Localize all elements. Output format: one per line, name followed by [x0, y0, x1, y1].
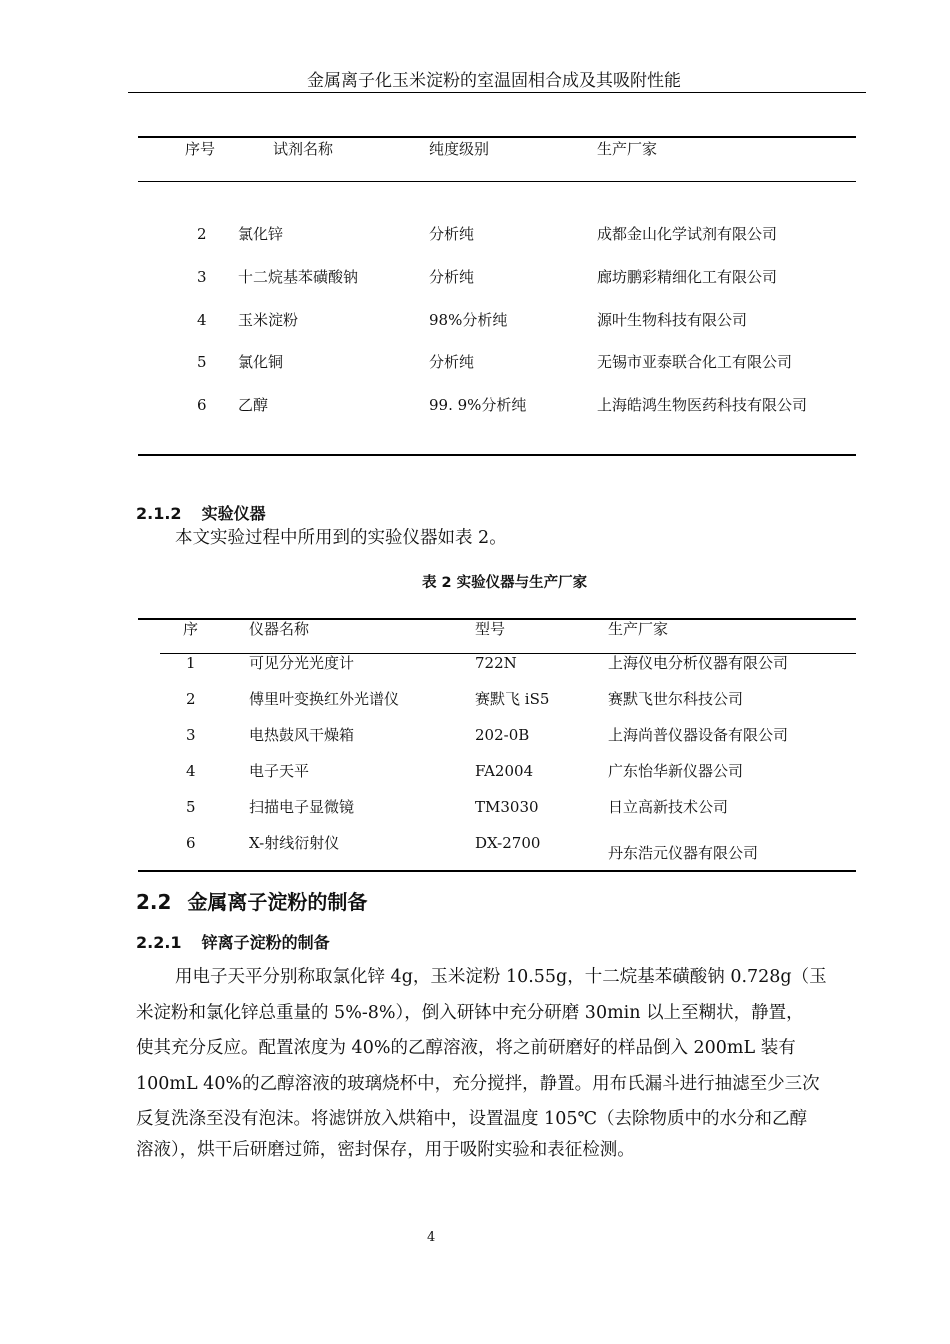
paragraph-line: 使其充分反应。配置浓度为 40%的乙醇溶液，将之前研磨好的样品倒入 200mL 装有	[136, 1038, 796, 1058]
section-title: 实验仪器	[201, 504, 266, 523]
table2-cell: 广东怡华新仪器公司	[608, 762, 744, 780]
table1-header-rule	[138, 181, 856, 182]
paragraph-line: 100mL 40%的乙醇溶液的玻璃烧杯中，充分搅拌，静置。用布氏漏斗进行抽滤至少三次	[136, 1074, 820, 1094]
section-number: 2.2	[136, 890, 172, 914]
table1-cell: 玉米淀粉	[238, 311, 299, 329]
table2-cell: 6	[186, 834, 196, 852]
subsection-heading	[136, 935, 330, 951]
table1-cell: 乙醇	[238, 396, 269, 414]
table1-cell: 分析纯	[429, 353, 475, 371]
section-title: 锌离子淀粉的制备	[201, 933, 330, 952]
table2-cell: 5	[186, 798, 196, 816]
table1-cell: 廊坊鹏彩精细化工有限公司	[597, 268, 778, 286]
section-heading	[136, 506, 266, 522]
table2-cell: 上海仪电分析仪器有限公司	[608, 654, 789, 672]
table1-header: 序号	[185, 140, 216, 158]
table2-cell: 上海尚普仪器设备有限公司	[608, 726, 789, 744]
table2-cell: 扫描电子显微镜	[249, 798, 355, 816]
table2-cell: 3	[186, 726, 196, 744]
table2-cell: 1	[186, 654, 196, 672]
paragraph: 本文实验过程中所用到的实验仪器如表 2。	[175, 528, 507, 548]
table1-cell: 4	[197, 311, 207, 329]
page-number: 4	[427, 1230, 436, 1245]
table2-cell: X-射线衍射仪	[249, 834, 340, 852]
table2-cell: 电子天平	[249, 762, 310, 780]
table1-header: 生产厂家	[597, 140, 658, 158]
section-heading	[136, 892, 367, 912]
table2-cell: 赛默飞 iS5	[475, 690, 550, 708]
table2-cell: 722N	[475, 654, 517, 672]
table1-cell: 分析纯	[429, 225, 475, 243]
table1-cell: 98%分析纯	[429, 311, 508, 329]
table1-cell: 十二烷基苯磺酸钠	[238, 268, 359, 286]
table1-cell: 3	[197, 268, 207, 286]
table2-header: 仪器名称	[249, 620, 310, 638]
table2-header: 生产厂家	[608, 620, 669, 638]
table2-bottom-rule	[138, 870, 856, 872]
table1-cell: 成都金山化学试剂有限公司	[597, 225, 778, 243]
paragraph-line: 用电子天平分别称取氯化锌 4g，玉米淀粉 10.55g，十二烷基苯磺酸钠 0.728g（玉	[175, 967, 827, 987]
table1-cell: 源叶生物科技有限公司	[597, 311, 748, 329]
table1-cell: 上海皓鸿生物医药科技有限公司	[597, 396, 808, 414]
table1-cell: 6	[197, 396, 207, 414]
section-number: 2.1.2	[136, 504, 182, 523]
paragraph-line: 反复洗涤至没有泡沫。将滤饼放入烘箱中，设置温度 105℃（去除物质中的水分和乙醇	[136, 1109, 808, 1129]
table2-header: 型号	[475, 620, 506, 638]
table1-cell: 分析纯	[429, 268, 475, 286]
table1-cell: 无锡市亚泰联合化工有限公司	[597, 353, 793, 371]
table1-cell: 99. 9%分析纯	[429, 396, 527, 414]
table2-cell: 赛默飞世尔科技公司	[608, 690, 744, 708]
table2-cell: 傅里叶变换红外光谱仪	[249, 690, 400, 708]
table2-cell: DX-2700	[475, 834, 541, 852]
table2-cell: TM3030	[475, 798, 539, 816]
section-title: 金属离子淀粉的制备	[187, 890, 368, 914]
table1-cell: 氯化锌	[238, 225, 284, 243]
table2-header: 序	[183, 620, 199, 638]
table2-cell: 丹东浩元仪器有限公司	[608, 844, 759, 862]
table2-cell: 2	[186, 690, 196, 708]
table1-cell: 氯化铜	[238, 353, 284, 371]
table2-cell: 电热鼓风干燥箱	[249, 726, 355, 744]
header-rule	[128, 92, 866, 93]
table1-cell: 2	[197, 225, 207, 243]
table2-cell: FA2004	[475, 762, 534, 780]
table1-header: 纯度级别	[429, 140, 490, 158]
running-header: 金属离子化玉米淀粉的室温固相合成及其吸附性能	[307, 71, 681, 91]
paragraph-line: 米淀粉和氯化锌总重量的 5%-8%），倒入研钵中充分研磨 30min 以上至糊状，静置，	[136, 1003, 804, 1023]
section-number: 2.2.1	[136, 933, 182, 952]
table2-cell: 4	[186, 762, 196, 780]
table2-cell: 202-0B	[475, 726, 530, 744]
table1-header: 试剂名称	[273, 140, 334, 158]
table1-bottom-rule	[138, 454, 856, 456]
table1-top-rule	[138, 136, 856, 138]
table2-cell: 日立高新技术公司	[608, 798, 729, 816]
paragraph-line: 溶液），烘干后研磨过筛，密封保存，用于吸附实验和表征检测。	[136, 1140, 635, 1160]
table2-cell: 可见分光光度计	[249, 654, 355, 672]
table2-caption: 表 2 实验仪器与生产厂家	[422, 575, 588, 591]
table1-cell: 5	[197, 353, 207, 371]
